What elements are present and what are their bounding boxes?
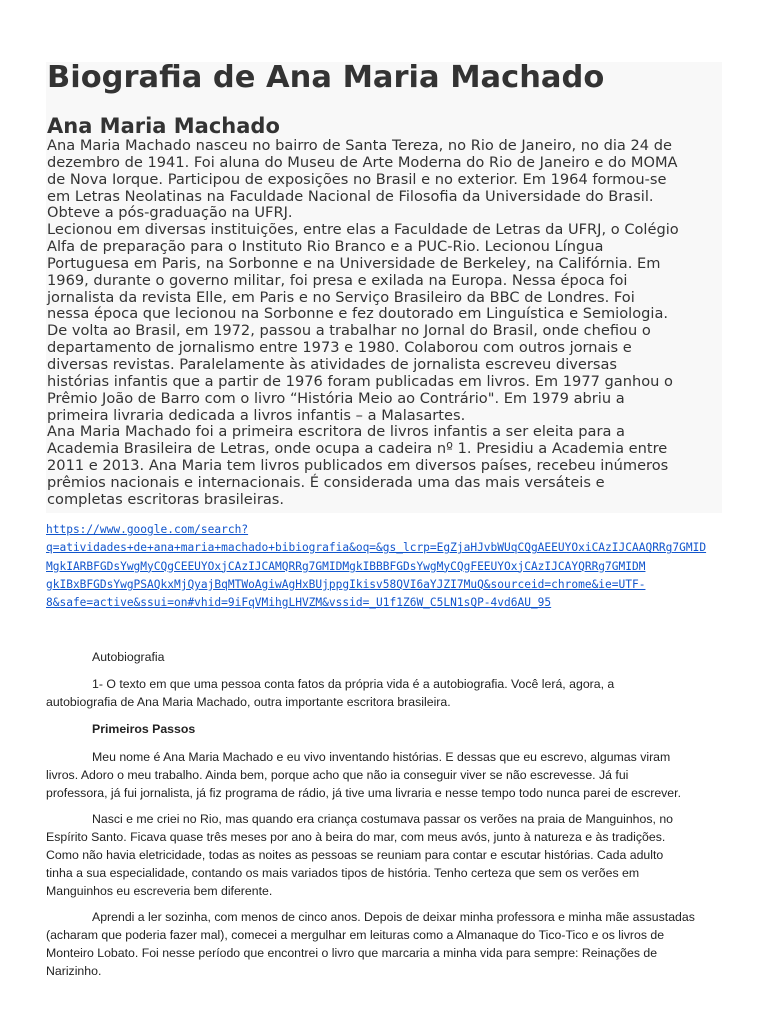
bio-line: nessa época que lecionou na Sorbonne e fez doutorado em Linguística e Semiologia. bbox=[47, 305, 669, 323]
bio-line: de Nova Iorque. Participou de exposições no Brasil e no exterior. Em 1964 formou-se bbox=[47, 170, 667, 188]
bio-line: primeira livraria dedicada a livros infantis – a Malasartes. bbox=[47, 406, 466, 424]
paragraph-line: Nasci e me criei no Rio, mas quando era criança costumava passar os verões na praia de Manguinhos, no bbox=[92, 812, 673, 826]
bio-line: jornalista da revista Elle, em Paris e no Serviço Brasileiro da BBC de Londres. Foi bbox=[47, 288, 635, 306]
bio-line: Ana Maria Machado foi a primeira escritora de livros infantis a ser eleita para a bbox=[47, 423, 625, 441]
source-url-line[interactable]: gkIBxBFGDsYwgPSAQkxMjQyajBqMTWoAgiwAgHxBUjppgIkisv58QVI6aYJZI7MuQ&sourceid=chrome&ie=UTF- bbox=[46, 577, 646, 591]
paragraph-2 bbox=[46, 810, 726, 900]
bio-line: Obteve a pós-graduação na UFRJ. bbox=[47, 204, 293, 222]
paragraph-line: Aprendi a ler sozinha, com menos de cinco anos. Depois de deixar minha professora e minha mãe assustadas bbox=[92, 910, 695, 924]
bio-line: dezembro de 1941. Foi aluna do Museu de Arte Moderna do Rio de Janeiro e do MOMA bbox=[47, 153, 678, 171]
bio-line: Alfa de preparação para o Instituto Rio Branco e a PUC-Rio. Lecionou Língua bbox=[47, 238, 604, 256]
paragraph-line: tinha a sua especialidade, contando os mais variados tipos de história. Tenho certeza que sem os verões em bbox=[46, 866, 640, 880]
paragraph-line: Espírito Santo. Ficava quase três meses por ano à beira do mar, com meus avós, junto à natureza e às tradições. bbox=[46, 830, 666, 844]
source-url-line[interactable]: https://www.google.com/search? bbox=[46, 523, 249, 536]
question-line: 1- O texto em que uma pessoa conta fatos da própria vida é a autobiografia. Você lerá, agora, a bbox=[92, 677, 615, 691]
biography-text bbox=[47, 138, 727, 509]
paragraph-line: Como não havia eletricidade, todas as noites as pessoas se reuniam para contar e escutar histórias. Cada adulto bbox=[46, 848, 664, 862]
bio-line: Ana Maria Machado nasceu no bairro de Santa Tereza, no Rio de Janeiro, no dia 24 de bbox=[47, 137, 672, 154]
bio-line: histórias infantis que a partir de 1976 foram publicadas em livros. Em 1977 ganhou o bbox=[47, 372, 673, 390]
paragraph-line: (acharam que poderia fazer mal), comecei a mergulhar em leituras como a Almanaque do Tico-Tico e os livros de bbox=[46, 928, 665, 942]
paragraph-line: Meu nome é Ana Maria Machado e eu vivo inventando histórias. E dessas que eu escrevo, algumas viram bbox=[92, 750, 671, 764]
source-url-line[interactable]: MgkIARBFGDsYwgMyCQgCEEUYOxjCAzIJCAMQRRg7GMIDMgkIBBBFGDsYwgMyCQgFEEUYOxjCAzIJCAYQRRg7GMIDM bbox=[46, 559, 646, 573]
subheading-text: Primeiros Passos bbox=[92, 722, 196, 736]
bio-line: em Letras Neolatinas na Faculdade Nacional de Filosofia da Universidade do Brasil. bbox=[47, 187, 654, 205]
question-line: autobiografia de Ana Maria Machado, outra importante escritora brasileira. bbox=[46, 695, 451, 709]
bio-line: 1969, durante o governo militar, foi presa e exilada na Europa. Nessa época foi bbox=[47, 271, 628, 289]
bio-line: Lecionou em diversas instituições, entre elas a Faculdade de Letras da UFRJ, o Colégio bbox=[47, 221, 679, 239]
bio-line: Portuguesa em Paris, na Sorbonne e na Universidade de Berkeley, na Califórnia. Em bbox=[47, 254, 661, 272]
bio-line: prêmios nacionais e internacionais. É considerada uma das mais versáteis e bbox=[47, 473, 605, 491]
paragraph-line: Manguinhos eu escreveria bem diferente. bbox=[46, 884, 273, 898]
paragraph-1 bbox=[46, 748, 726, 802]
bio-line: completas escritoras brasileiras. bbox=[47, 490, 285, 508]
bio-line: Academia Brasileira de Letras, onde ocupa a cadeira nº 1. Presidiu a Academia entre bbox=[47, 440, 668, 458]
paragraph-line: livros. Adoro o meu trabalho. Ainda bem, porque acho que não ia conseguir viver se não escrevesse. Já fui bbox=[46, 768, 629, 782]
paragraph-line: Narizinho. bbox=[46, 964, 102, 978]
source-link-block bbox=[46, 521, 726, 612]
bio-line: De volta ao Brasil, em 1972, passou a trabalhar no Jornal do Brasil, onde chefiou o bbox=[47, 322, 651, 340]
page-title: Biografia de Ana Maria Machado bbox=[47, 60, 605, 95]
source-url-link[interactable] bbox=[46, 521, 726, 612]
paragraph-line: professora, já fui jornalista, já fiz programa de rádio, já tive uma livraria e nesse tempo todo nunca parei de escrever. bbox=[46, 786, 681, 800]
section-label-text: Autobiografia bbox=[92, 650, 165, 664]
paragraph-line: Monteiro Lobato. Foi nesse período que encontrei o livro que marcaria a minha vida para sempre: Reinações de bbox=[46, 946, 658, 960]
paragraph-3 bbox=[46, 908, 726, 980]
bio-line: diversas revistas. Paralelamente às atividades de jornalista escreveu diversas bbox=[47, 355, 618, 373]
bio-line: departamento de jornalismo entre 1973 e 1980. Colaborou com outros jornais e bbox=[47, 339, 632, 357]
source-url-line[interactable]: 8&safe=active&ssui=on#vhid=9iFqVMihgLHVZM&vssid=_U1f1Z6W_C5LN1sQP-4vd6AU_95 bbox=[46, 596, 552, 610]
author-name-heading: Ana Maria Machado bbox=[47, 114, 280, 138]
source-url-line[interactable]: q=atividades+de+ana+maria+machado+bibiografia&oq=&gs_lcrp=EgZjaHJvbWUqCQgAEEUYOxiCAzIJCAAQRRg7GMID bbox=[46, 541, 707, 555]
subheading bbox=[46, 720, 768, 738]
bio-line: Prêmio João de Barro com o livro “História Meio ao Contrário". Em 1979 abriu a bbox=[47, 389, 625, 407]
section-label bbox=[46, 648, 768, 666]
question-1 bbox=[46, 675, 726, 711]
bio-line: 2011 e 2013. Ana Maria tem livros publicados em diversos países, recebeu inúmeros bbox=[47, 457, 669, 475]
